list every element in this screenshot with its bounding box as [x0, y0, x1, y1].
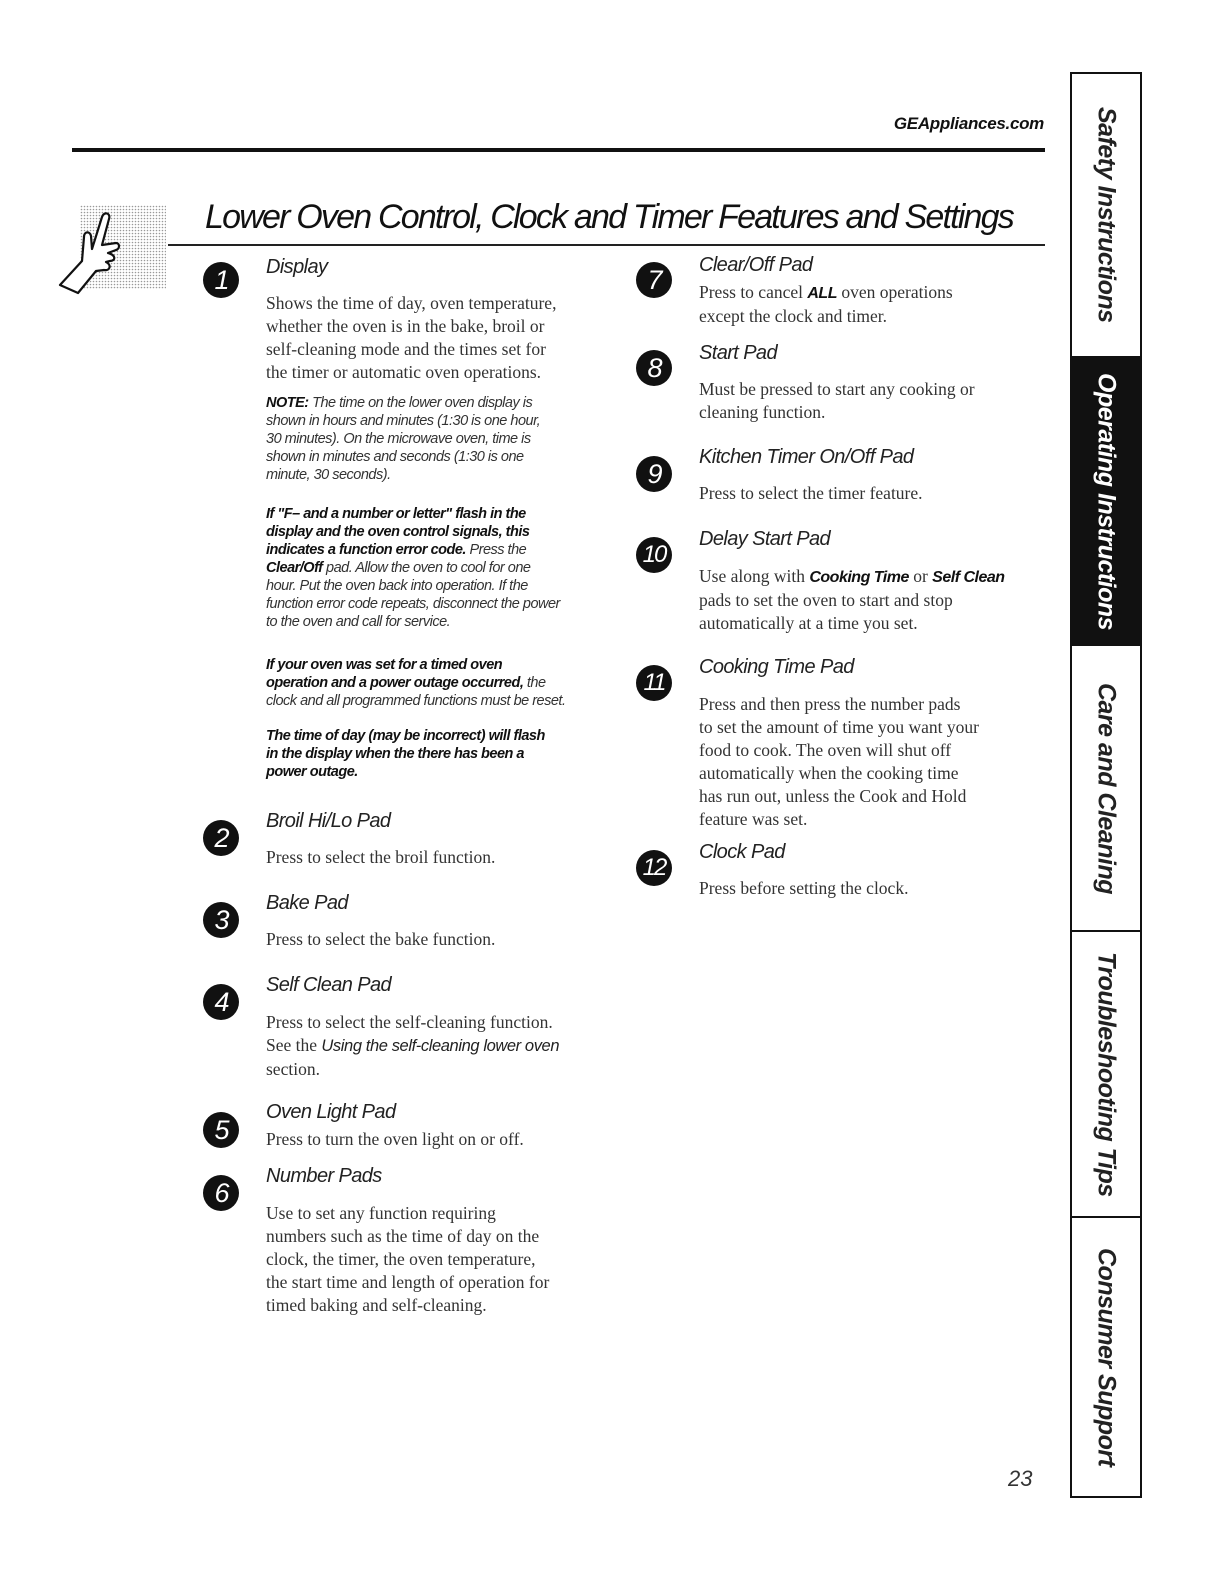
item-title-start: Start Pad — [699, 342, 777, 364]
number-badge-8: 8 — [636, 350, 672, 386]
page-title: Lower Oven Control, Clock and Timer Features and Settings — [205, 198, 1013, 236]
item-body-clock: Press before setting the clock. — [699, 878, 909, 898]
website-url: GEAppliances.com — [893, 114, 1044, 133]
number-badge-1: 1 — [203, 262, 239, 298]
page-number: 23 — [1008, 1466, 1033, 1491]
note-error-code: If "F– and a number or letter" flash in the display and the oven control signals, this indicates a function error code. Press the Clear/Off pad. Allow the oven to cool for one hour. Put the oven back into operation. If the function error code repeats, disconnect the power to the oven and call for service. — [266, 506, 560, 630]
tab-safety-instructions[interactable]: Safety Instructions — [1072, 74, 1140, 358]
tab-consumer-support[interactable]: Consumer Support — [1092, 1247, 1121, 1467]
item-body-self-clean: Press to select the self-cleaning function. See the Using the self-cleaning lower oven section. — [266, 1012, 560, 1079]
number-badge-9: 9 — [636, 456, 672, 492]
tab-care-and-cleaning[interactable]: Care and Cleaning — [1072, 646, 1140, 932]
number-badge-12: 12 — [636, 850, 672, 886]
number-badge-11: 11 — [636, 665, 672, 701]
item-title-self-clean: Self Clean Pad — [266, 974, 392, 996]
section-tabs — [1070, 72, 1142, 1498]
note-time-flash: The time of day (may be incorrect) will flash in the display when the there has been a power outage. — [266, 728, 545, 780]
hand-pointer-icon — [56, 205, 168, 295]
item-title-kitchen-timer: Kitchen Timer On/Off Pad — [699, 446, 914, 468]
item-body-broil: Press to select the broil function. — [266, 847, 496, 867]
item-title-delay-start: Delay Start Pad — [699, 528, 831, 550]
item-body-delay-start: Use along with Cooking Time or Self Clean pads to set the oven to start and stop automatically at a time you set. — [699, 566, 1005, 633]
item-body-oven-light: Press to turn the oven light on or off. — [266, 1129, 524, 1149]
item-body-cooking-time: Press and then press the number pads to set the amount of time you want your food to cook. The oven will shut off automatically when the cooking time has run out, unless the Cook and Hold feature was set. — [699, 694, 979, 829]
number-badge-7: 7 — [636, 262, 672, 298]
item-body-bake: Press to select the bake function. — [266, 929, 496, 949]
item-body-start: Must be pressed to start any cooking or cleaning function. — [699, 379, 975, 422]
section-reference-link: Using the self-cleaning lower oven — [321, 1037, 560, 1055]
tab-troubleshooting-tips[interactable]: Troubleshooting Tips — [1072, 932, 1140, 1218]
number-badge-10: 10 — [636, 537, 672, 573]
number-badge-6: 6 — [203, 1175, 239, 1211]
item-title-cooking-time: Cooking Time Pad — [699, 656, 854, 678]
item-title-oven-light: Oven Light Pad — [266, 1101, 396, 1123]
number-badge-3: 3 — [203, 902, 239, 938]
item-title-number-pads: Number Pads — [266, 1165, 382, 1187]
number-badge-2: 2 — [203, 820, 239, 856]
note-time-display: NOTE: The time on the lower oven display is shown in hours and minutes (1:30 is one hour, 30 minutes). On the microwave oven, time is shown in minutes and seconds (1:30 is one minute, 30 seconds). — [266, 395, 541, 483]
tab-operating-instructions[interactable]: Operating Instructions — [1072, 358, 1140, 646]
item-title-clock: Clock Pad — [699, 841, 785, 863]
item-body-display: Shows the time of day, oven temperature, whether the oven is in the bake, broil or self-cleaning mode and the times set for the timer or automatic oven operations. — [266, 293, 557, 382]
item-title-broil: Broil Hi/Lo Pad — [266, 810, 391, 832]
item-title-display: Display — [266, 256, 328, 278]
note-power-outage: If your oven was set for a timed oven operation and a power outage occurred, the clock and all programmed functions must be reset. — [266, 657, 566, 709]
item-title-clear-off: Clear/Off Pad — [699, 254, 813, 276]
top-divider — [72, 148, 1045, 152]
item-body-number-pads: Use to set any function requiring numbers such as the time of day on the clock, the timer, the oven temperature, the start time and length of operation for timed baking and self-cleaning. — [266, 1203, 550, 1315]
item-body-clear-off: Press to cancel ALL oven operations except the clock and timer. — [699, 282, 953, 326]
item-title-bake: Bake Pad — [266, 892, 348, 914]
title-divider — [168, 244, 1045, 246]
number-badge-4: 4 — [203, 984, 239, 1020]
number-badge-5: 5 — [203, 1112, 239, 1148]
item-body-kitchen-timer: Press to select the timer feature. — [699, 483, 923, 503]
